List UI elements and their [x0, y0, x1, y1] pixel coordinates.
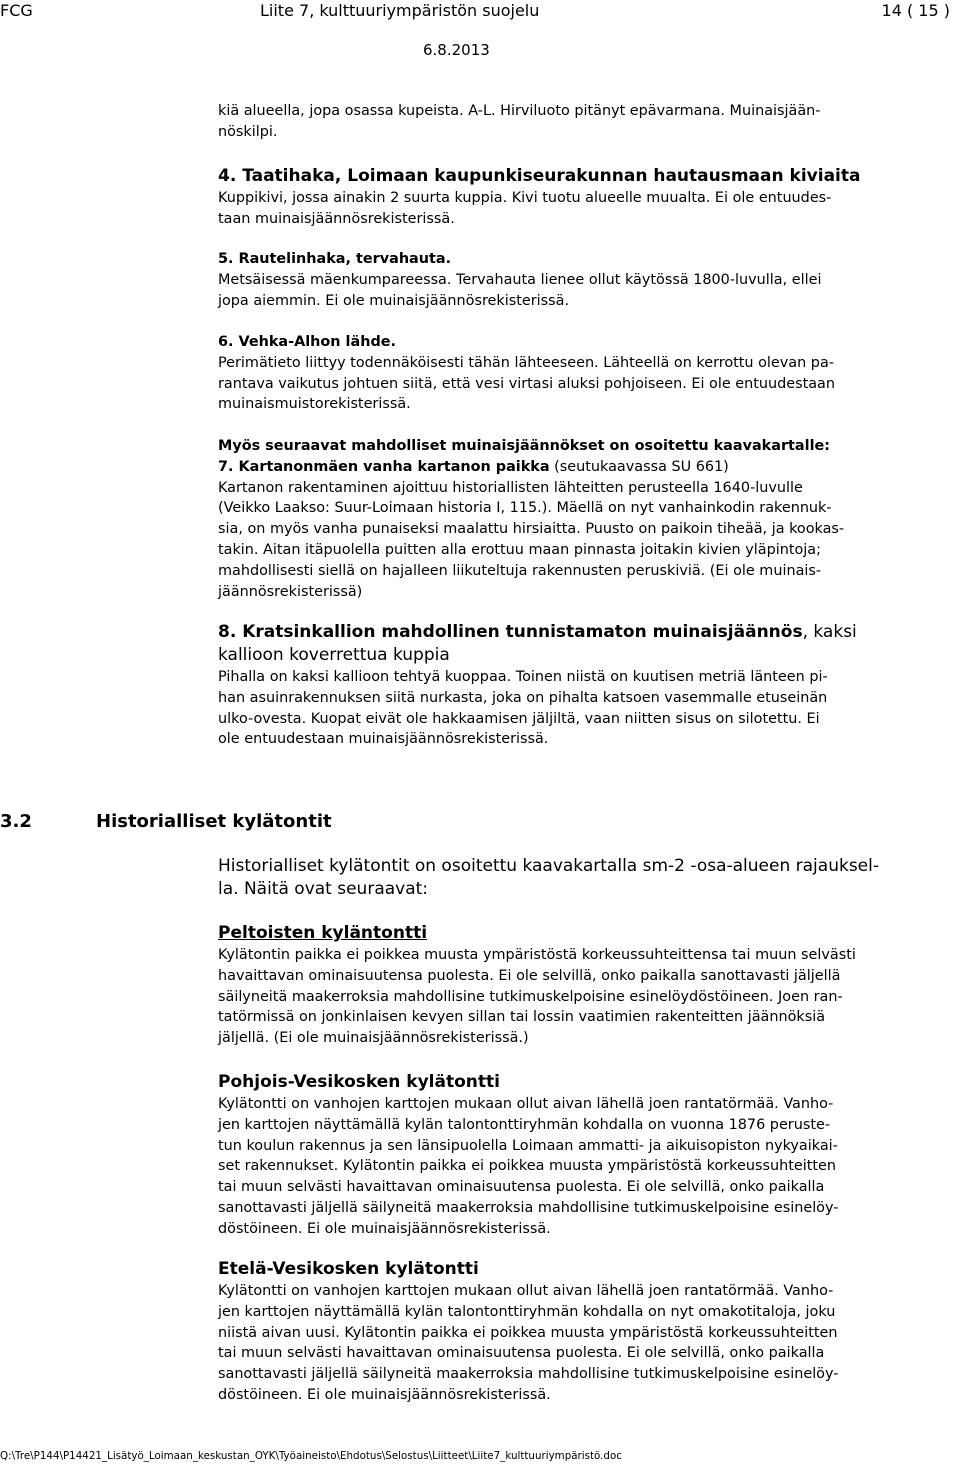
text-line: set rakennukset. Kylätontin paikka ei poikkea muusta ympäristöstä korkeussuhteitten	[218, 1158, 836, 1175]
footer-file-path: Q:\Tre\P144\P14421_Lisätyö_Loimaan_keskustan_OYK\Työaineisto\Ehdotus\Selostus\Liitteet\Liite7_kulttuuriympäristö.doc	[0, 1450, 622, 1462]
text-line: sanottavasti jäljellä säilyneitä maakerroksia mahdollisine tutkimuskelpoisine esinelöy-	[218, 1199, 839, 1216]
text-line: rantava vaikutus johtuen siitä, että vesi virtasi aluksi pohjoiseen. Ei ole entuudestaan	[218, 375, 835, 392]
item-5	[218, 249, 958, 311]
item-7-subtitle: (seutukaavassa SU 661)	[549, 458, 729, 475]
text-line: la. Näitä ovat seuraavat:	[218, 879, 429, 899]
text-line: tai muun selvästi havaittavan ominaisuutensa puolesta. Ei ole selvillä, onko paikalla	[218, 1179, 825, 1196]
item-6	[218, 332, 958, 415]
pohjois-title: Pohjois-Vesikosken kylätontti	[218, 1072, 500, 1092]
text-line: takin. Aitan itäpuolella puitten alla erottuu maan pinnasta joitakin kivien yläpintoja;	[218, 541, 821, 558]
item-7	[218, 436, 958, 602]
text-line: kiä alueella, jopa osassa kupeista. A-L. Hirviluoto pitänyt epävarmana. Muinaisjään-	[218, 103, 821, 119]
text-line: tatörmissä on jonkinlaisen kevyen sillan tai lossin vaatimien rakenteitten jäännöksiä	[218, 1009, 826, 1026]
text-line: jopa aiemmin. Ei ole muinaisjäännösrekisterissä.	[218, 292, 570, 309]
text-line: Perimätieto liittyy todennäköisesti tähän lähteeseen. Lähteellä on kerrottu olevan pa-	[218, 354, 834, 371]
text-line: döstöineen. Ei ole muinaisjäännösrekisterissä.	[218, 1220, 551, 1237]
text-line: Kylätontin paikka ei poikkea muusta ympäristöstä korkeussuhteittensa tai muun selvästi	[218, 947, 856, 963]
text-line: (Veikko Laakso: Suur-Loimaan historia I, 115.). Mäellä on nyt vanhainkodin rakennuk-	[218, 500, 832, 517]
item-5-title: 5. Rautelinhaka, tervahauta.	[218, 251, 452, 267]
pohjois-section	[218, 1071, 958, 1240]
text-line: taan muinaisjäännösrekisterissä.	[218, 210, 455, 227]
text-line: mahdollisesti siellä on hajalleen liikuteltuja rakennusten peruskiviä. (Ei ole muinais-	[218, 562, 822, 579]
text-line: tai muun selvästi havaittavan ominaisuutensa puolesta. Ei ole selvillä, onko paikalla	[218, 1345, 825, 1362]
etela-title: Etelä-Vesikosken kylätontti	[218, 1259, 479, 1279]
text-line: säilyneitä maakerroksia mahdollisine tutkimuskelpoisine esinelöydöstöineen. Joen ran-	[218, 988, 843, 1005]
header-page-number: 14 ( 15 )	[881, 1, 950, 20]
text-line: Historialliset kylätontit on osoitettu kaavakartalla sm-2 -osa-alueen rajauksel-	[218, 856, 879, 876]
header-date: 6.8.2013	[423, 41, 490, 59]
item-7-title: 7. Kartanonmäen vanha kartanon paikka	[218, 458, 550, 475]
text-line: jen karttojen näyttämällä kylän talontonttiryhmän kohdalla on nyt omakotitaloja, joku	[218, 1303, 836, 1320]
text-line: Kartanon rakentaminen ajoittuu historiallisten lähteitten perusteella 1640-luvulle	[218, 479, 803, 496]
also-note: Myös seuraavat mahdolliset muinaisjäännökset on osoitettu kaavakartalle:	[218, 438, 831, 454]
text-line: Kuppikivi, jossa ainakin 2 suurta kuppia. Kivi tuotu alueelle muualta. Ei ole entuudes-	[218, 190, 832, 206]
text-line: Metsäisessä mäenkumpareessa. Tervahauta lienee ollut käytössä 1800-luvulla, ellei	[218, 271, 822, 288]
text-line: Pihalla on kaksi kallioon tehtyä kuoppaa. Toinen niistä on kuutisen metriä länteen pi-	[218, 669, 828, 685]
item-4	[218, 165, 958, 230]
text-line: sia, on myös vanha punaiseksi maalattu hirsiaitta. Puusto on paikoin tiheää, ja kookas-	[218, 521, 845, 538]
text-line: niistä aivan uusi. Kylätontin paikka ei poikkea muusta ympäristöstä korkeussuhteitten	[218, 1324, 838, 1341]
text-line: tun koulun rakennus ja sen länsipuolella Loimaan ammatti- ja aikuisopiston nykyaikai-	[218, 1137, 838, 1154]
text-line: jäljellä. (Ei ole muinaisjäännösrekisterissä.)	[218, 1030, 529, 1047]
item-8-title: 8. Kratsinkallion mahdollinen tunnistamaton muinaisjäännös	[218, 622, 803, 642]
text-line: ole entuudestaan muinaisjäännösrekisterissä.	[218, 731, 549, 748]
continuation-paragraph	[218, 101, 958, 143]
etela-section	[218, 1258, 958, 1406]
item-8-heading	[218, 621, 958, 644]
peltoinen-section	[218, 922, 958, 1049]
item-6-title: 6. Vehka-Alhon lähde.	[218, 334, 396, 350]
peltoinen-title: Peltoisten kyläntontti	[218, 923, 428, 943]
item-8	[218, 621, 958, 750]
text-line: havaittavan ominaisuutensa puolesta. Ei ole selvillä, onko paikalla sanottavasti jäljellä	[218, 967, 841, 984]
text-line: jäännösrekisterissä)	[218, 583, 363, 600]
item-8-title-line2: kallioon koverrettua kuppia	[218, 645, 450, 665]
item-7-heading	[218, 457, 958, 478]
item-8-title-rest: , kaksi	[802, 622, 857, 642]
text-line: ulko-ovesta. Kuopat eivät ole hakkaamisen jäljiltä, vaan niitten sisus on silotettu. Ei	[218, 710, 820, 727]
section-number: 3.2	[0, 811, 32, 832]
text-line: nöskilpi.	[218, 123, 278, 140]
text-line: Kylätontti on vanhojen karttojen mukaan ollut aivan lähellä joen rantatörmää. Vanho-	[218, 1096, 834, 1112]
text-line: jen karttojen näyttämällä kylän talontonttiryhmän kohdalla on vuonna 1876 peruste-	[218, 1116, 831, 1133]
section-intro	[218, 855, 958, 901]
text-line: muinaismuistorekisterissä.	[218, 396, 411, 413]
text-line: Kylätontti on vanhojen karttojen mukaan ollut aivan lähellä joen rantatörmää. Vanho-	[218, 1283, 834, 1299]
section-title: Historialliset kylätontit	[96, 811, 332, 832]
text-line: döstöineen. Ei ole muinaisjäännösrekisterissä.	[218, 1386, 551, 1403]
item-4-title: 4. Taatihaka, Loimaan kaupunkiseurakunnan hautausmaan kiviaita	[218, 166, 861, 186]
text-line: han asuinrakennuksen siitä nurkasta, joka on pihalta katsoen vasemmalle etuseinän	[218, 689, 828, 706]
header-company: FCG	[0, 1, 33, 20]
text-line: sanottavasti jäljellä säilyneitä maakerroksia mahdollisine tutkimuskelpoisine esinelöy-	[218, 1366, 839, 1383]
header-title: Liite 7, kulttuuriympäristön suojelu	[260, 1, 540, 20]
